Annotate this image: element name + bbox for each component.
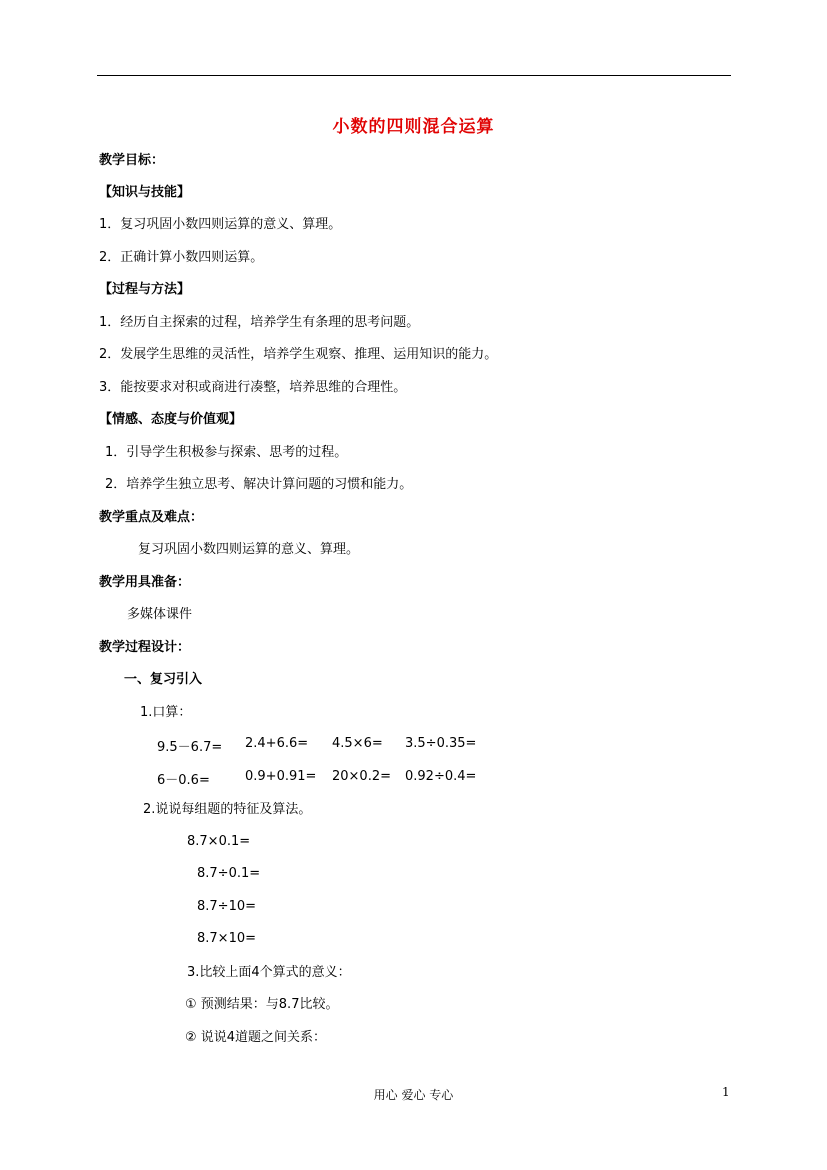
footer-text: 用心 爱心 专心 <box>373 1088 454 1102</box>
process-item: 3．能按要求对积或商进行凑整，培养思维的合理性。 <box>99 380 407 395</box>
discuss-label: 2.说说每组题的特征及算法。 <box>143 802 312 817</box>
attitude-item: 1．引导学生积极参与探索、思考的过程。 <box>105 445 348 460</box>
tools-heading: 教学用具准备： <box>99 575 191 590</box>
knowledge-item: 2．正确计算小数四则运算。 <box>99 250 264 265</box>
objectives-heading: 教学目标： <box>99 153 165 168</box>
process-item: 1．经历自主探索的过程，培养学生有条理的思考问题。 <box>99 315 420 330</box>
part1-heading: 一、复习引入 <box>124 672 203 687</box>
key-points-heading: 教学重点及难点： <box>99 510 204 525</box>
oral-calc-item: 6－0.6= <box>157 773 210 788</box>
header-rule <box>97 75 731 76</box>
oral-calc-item: 0.92÷0.4= <box>405 769 477 784</box>
oral-calc-item: 20×0.2= <box>332 769 392 784</box>
page-title: 小数的四则混合运算 <box>332 117 495 137</box>
tools-text: 多媒体课件 <box>127 607 193 622</box>
knowledge-item: 1．复习巩固小数四则运算的意义、算理。 <box>99 217 342 232</box>
process-item: 2．发展学生思维的灵活性，培养学生观察、推理、运用知识的能力。 <box>99 347 498 362</box>
key-points-text: 复习巩固小数四则运算的意义、算理。 <box>138 542 360 557</box>
compare-label: 3.比较上面4个算式的意义： <box>187 965 351 980</box>
oral-calc-item: 2.4+6.6= <box>245 736 309 751</box>
group-item: 8.7÷0.1= <box>197 866 261 881</box>
compare-item: ② 说说4道题之间关系： <box>185 1030 327 1045</box>
compare-item: ① 预测结果：与8.7比较。 <box>185 997 339 1012</box>
section-knowledge-heading: 【知识与技能】 <box>99 185 191 200</box>
attitude-item: 2．培养学生独立思考、解决计算问题的习惯和能力。 <box>105 477 413 492</box>
section-process-heading: 【过程与方法】 <box>99 282 191 297</box>
page-number: 1 <box>722 1085 730 1099</box>
process-design-heading: 教学过程设计： <box>99 640 191 655</box>
oral-calc-label: 1.口算： <box>140 705 192 720</box>
group-item: 8.7×0.1= <box>187 834 251 849</box>
oral-calc-item: 4.5×6= <box>332 736 383 751</box>
group-item: 8.7×10= <box>197 931 257 946</box>
oral-calc-item: 9.5－6.7= <box>157 740 223 755</box>
oral-calc-item: 0.9+0.91= <box>245 769 317 784</box>
oral-calc-item: 3.5÷0.35= <box>405 736 477 751</box>
section-attitude-heading: 【情感、态度与价值观】 <box>99 412 243 427</box>
group-item: 8.7÷10= <box>197 899 257 914</box>
